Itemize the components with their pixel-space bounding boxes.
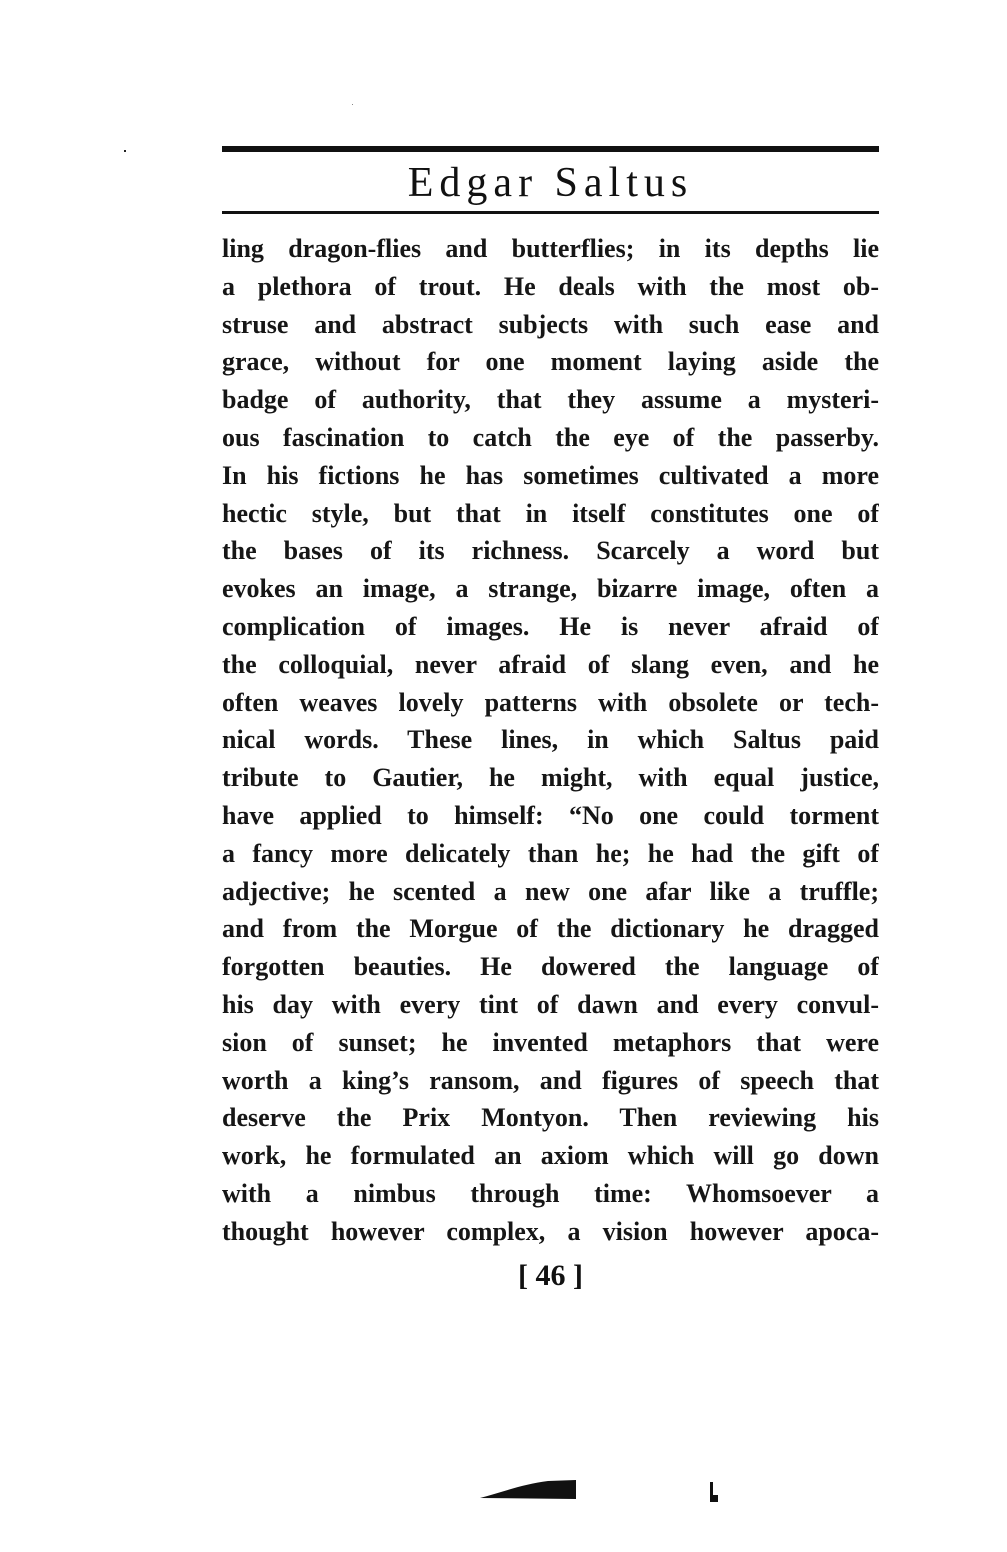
text-line: badge of authority, that they assume a mysteri- xyxy=(222,385,879,415)
text-line: ling dragon-flies and butterflies; in its depths lie xyxy=(222,234,879,263)
scan-speck xyxy=(352,104,353,105)
text-line: with a nimbus through time: Whomsoever a xyxy=(222,1178,879,1208)
text-line: a plethora of trout. He deals with the most ob- xyxy=(222,271,879,301)
header-rule-top xyxy=(222,146,879,152)
text-line: grace, without for one moment laying aside the xyxy=(222,347,879,377)
page-number: [ 46 ] xyxy=(518,1259,583,1292)
text-line: thought however complex, a vision however apoca- xyxy=(222,1216,879,1246)
text-line: deserve the Prix Montyon. Then reviewing his xyxy=(222,1103,879,1133)
text-line: evokes an image, a strange, bizarre image, often a xyxy=(222,574,879,604)
text-line: his day with every tint of dawn and every convul- xyxy=(222,989,879,1019)
text-line: the colloquial, never afraid of slang even, and he xyxy=(222,649,879,679)
text-line: a fancy more delicately than he; he had the gift of xyxy=(222,838,879,868)
text-line: struse and abstract subjects with such ease and xyxy=(222,309,879,339)
text-line: In his fictions he has sometimes cultivated a more xyxy=(222,460,879,490)
scan-mark xyxy=(706,1482,722,1504)
text-line: hectic style, but that in itself constitutes one of xyxy=(222,498,879,528)
text-line: nical words. These lines, in which Saltus paid xyxy=(222,725,879,755)
text-line: worth a king’s ransom, and figures of speech that xyxy=(222,1065,879,1095)
text-line: have applied to himself: “No one could torment xyxy=(222,800,879,830)
text-line: forgotten beauties. He dowered the language of xyxy=(222,952,879,982)
scan-speck xyxy=(124,150,126,152)
text-line: sion of sunset; he invented metaphors that were xyxy=(222,1027,879,1057)
text-line: work, he formulated an axiom which will go down xyxy=(222,1141,879,1171)
text-line: and from the Morgue of the dictionary he dragged xyxy=(222,914,879,944)
text-line: adjective; he scented a new one afar like a truffle; xyxy=(222,876,879,906)
ink-smudge xyxy=(478,1478,578,1500)
running-title: Edgar Saltus xyxy=(407,160,694,206)
text-line: the bases of its richness. Scarcely a word but xyxy=(222,536,879,566)
header-rule-bottom xyxy=(222,211,879,214)
body-text xyxy=(222,230,879,1251)
text-line: ous fascination to catch the eye of the passerby. xyxy=(222,422,879,452)
text-line: tribute to Gautier, he might, with equal justice, xyxy=(222,763,879,793)
text-line: often weaves lovely patterns with obsolete or tech- xyxy=(222,687,879,717)
text-line: complication of images. He is never afraid of xyxy=(222,611,879,641)
